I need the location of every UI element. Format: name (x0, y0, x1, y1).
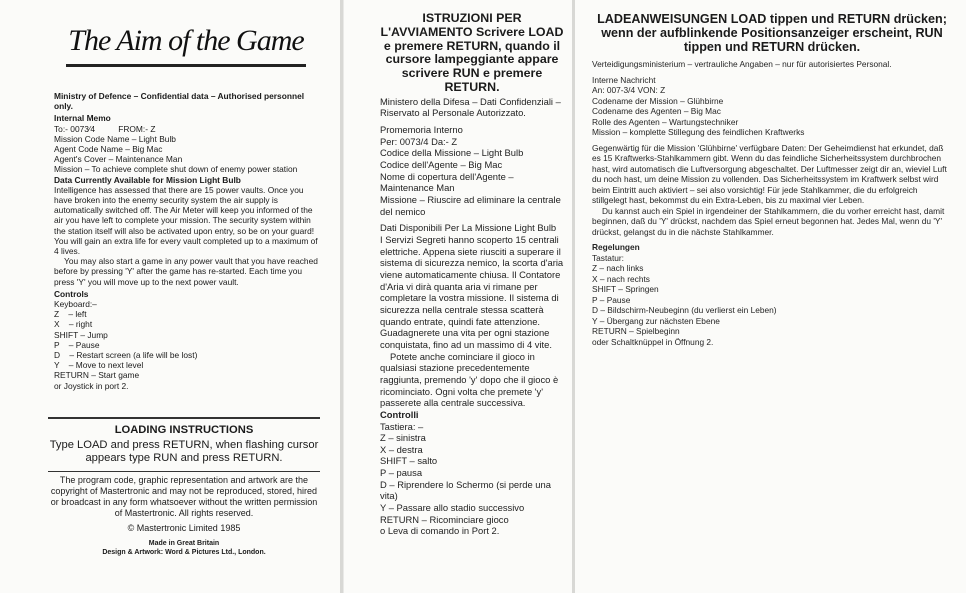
de-line: Interne Nachricht (592, 74, 656, 85)
de-control: Y – Übergang zur nächsten Ebene (592, 315, 720, 326)
it-control: Y – Passare allo stadio successivo (380, 502, 525, 514)
de-control: Tastatur: (592, 252, 624, 263)
memo-line: Agent Code Name – Big Mac (54, 144, 163, 155)
de-control: SHIFT – Springen (592, 284, 659, 295)
italian-heading: ISTRUZIONI PER L'AVVIAMENTO Scrivere LOAD e premere RETURN, quando il cursore lampeggiante appare scrivere RUN e premere RETURN. (380, 11, 564, 94)
it-control: X – destra (380, 443, 423, 455)
intro-line: Ministry of Defence – Confidential data – Authorised personnel only. (54, 91, 305, 112)
it-control: Z – sinistra (380, 432, 426, 444)
fold-line-1 (340, 0, 343, 593)
de-line: Mission – komplette Stillegung des feindlichen Kraftwerks (592, 127, 805, 138)
copyright-text: The program code, graphic representation and artwork are the copyright of Mastertronic and may not be reproduced, stored, hired or broadcast in any form whatsoever without the written permission of Mastertronic. All rights reserved. (50, 474, 318, 518)
german-heading: LADEANWEISUNGEN LOAD tippen und RETURN drücken; wenn der aufblinkende Positionsanzeiger erscheint, RUN tippen und RETURN drücken. (597, 12, 947, 55)
panel-english (0, 0, 340, 593)
panel-italian (344, 0, 572, 593)
control-line: D – Restart screen (a life will be lost) (54, 350, 198, 361)
it-control: o Leva di comando in Port 2. (380, 525, 500, 537)
loading-heading: LOADING INSTRUCTIONS (114, 423, 254, 436)
it-line: Per: 0073/4 Da:- Z (380, 135, 458, 147)
it-control: SHIFT – salto (380, 455, 438, 467)
de-line: Rolle des Agenten – Wartungstechniker (592, 116, 739, 127)
it-line: Dati Disponibili Per La Missione Light Bulb (380, 222, 557, 234)
controls-heading: Controls (54, 288, 89, 299)
de-line: An: 007-3/4 VON: Z (592, 85, 666, 96)
de-line: Codename der Mission – Glühbirne (592, 95, 724, 106)
memo-line: Mission – To achieve complete shut down of enemy power station (54, 164, 298, 175)
made-in: Made in Great Britain (148, 539, 220, 547)
control-line: or Joystick in port 2. (54, 380, 129, 391)
copyright-line: © Mastertronic Limited 1985 (127, 522, 241, 533)
restart-paragraph: You may also start a game in any power vault that you have reached before by pressing 'Y' after the game has re-started. Each time you press 'Y' you will move up to the next power vault. (54, 256, 318, 287)
panel-german (575, 0, 966, 593)
it-line: Codice della Missione – Light Bulb (380, 147, 524, 159)
loading-box (48, 417, 320, 557)
title-box (66, 20, 306, 67)
de-control: Z – nach links (592, 263, 644, 274)
control-line: RETURN – Start game (54, 370, 140, 381)
de-paragraph: Gegenwärtig für die Mission 'Glühbirne' verfügbare Daten: Der Geheimdienst hat erkundet, daß es 15 Kraftwerks-Stahlkammern gibt. Wenn du das feindliche Sicherheitssystem durchbrochen hast, wird automatisch die Luftversorgung abgeschaltet. Der Luftmesser zeigt dir an, wieviel Luft du noch hast, um deine Mission zu vollenden. Das Sicherheitssystem im Kraftwerk selbst wird beim Eintritt auch aktiviert – sei also vorsichtig! Für jede Stahlkammer, die du erfolgreich stillgelegt hast, bekommst du ein Extra-Leben, bis zu maximal vier Leben. (592, 142, 947, 206)
it-control: RETURN – Ricominciare gioco (380, 513, 509, 525)
it-control: Tastiera: – (380, 420, 424, 432)
control-line: Z – left (54, 309, 87, 320)
it-control: D – Riprendere lo Schermo (si perde una vita) (380, 478, 551, 502)
design-credit: Design & Artwork: Word & Pictures Ltd., London. (102, 548, 266, 556)
memo-line: Mission Code Name – Light Bulb (54, 133, 176, 144)
de-control: P – Pause (592, 294, 631, 305)
de-control: D – Bildschirm-Neubeginn (du verlierst ein Leben) (592, 305, 777, 316)
de-controls-heading: Regelungen (592, 242, 640, 253)
control-line: X – right (54, 319, 93, 330)
it-line: Nome di copertura dell'Agente – Maintenance Man (380, 170, 514, 194)
page-title: The Aim of the Game (68, 24, 304, 57)
it-line: Missione – Riuscire ad eliminare la centrale del nemico (380, 194, 561, 217)
it-line: Codice dell'Agente – Big Mac (380, 159, 503, 171)
it-paragraph: I Servizi Segreti hanno scoperto 15 centrali elettriche. Appena siete riusciti a superare il sistema di sicurezza nemico, la scorta d'aria viene automaticamente chiusa. Il Contatore d'Aria vi dirà quanta aria vi rimane per completare la vostra missione. Il sistema di sicurezza nella centrale stessa scatterà quando entrate, quindi fate attenzione. Guadagnerete una vita per ogni stazione conquistata, fino ad un massimo di 4 vite. (380, 234, 564, 350)
data-heading: Data Currently Available for Mission Light Bulb (54, 174, 241, 185)
divider (48, 471, 320, 472)
it-paragraph: Potete anche cominciare il gioco in qualsiasi stazione precedentemente raggiunta, premendo 'y' dopo che il gioco è ricominciato. Ogni volta che premete 'y' passerete alla centrale successiva. (380, 350, 559, 409)
memo-heading: Internal Memo (54, 113, 111, 124)
it-line: Promemoria Interno (380, 124, 463, 136)
de-control: oder Schaltknüppel in Öffnung 2. (592, 336, 714, 347)
control-line: P – Pause (54, 339, 100, 350)
loading-text: Type LOAD and press RETURN, when flashing cursor appears type RUN and press RETURN. (49, 438, 319, 464)
it-line: Ministero della Difesa – Dati Confidenziali – Riservato al Personale Autorizzato. (380, 95, 561, 119)
de-control: RETURN – Spielbeginn (592, 326, 680, 337)
de-line: Codename des Agenten – Big Mac (592, 106, 721, 117)
control-line: Keyboard:– (54, 299, 97, 310)
it-control: P – pausa (380, 467, 423, 479)
data-paragraph: Intelligence has assessed that there are 15 power vaults. Once you have broken into the enemy security system the air supply is automatically switched off. The Air Meter will keep you informed of the air you have left to complete your mission. The security system within the station itself will also be activated upon entry, so be on your guard! You will gain an extra life for every vault completed up to a maximum of 4 lives. (54, 184, 318, 257)
control-line: SHIFT – Jump (54, 329, 108, 340)
it-controls-heading: Controlli (380, 408, 419, 420)
control-line: Y – Move to next level (54, 360, 144, 371)
de-paragraph: Du kannst auch ein Spiel in irgendeiner der Stahlkammern, die du vorher erreicht hast, damit beginnen, daß du 'Y' drückst, nachdem das Spiel erneut begonnen hat. Jedes Mal, wenn du 'Y' drückst, gelangst du in die nächste Stahlkammer. (592, 205, 945, 237)
de-control: X – nach rechts (592, 273, 650, 284)
memo-line: Agent's Cover – Maintenance Man (54, 154, 183, 165)
de-line: Verteidigungsministerium – vertrauliche Angaben – nur für autorisiertes Personal. (592, 59, 892, 70)
memo-line: To:- 0073⁄4 FROM:- Z (54, 123, 156, 134)
